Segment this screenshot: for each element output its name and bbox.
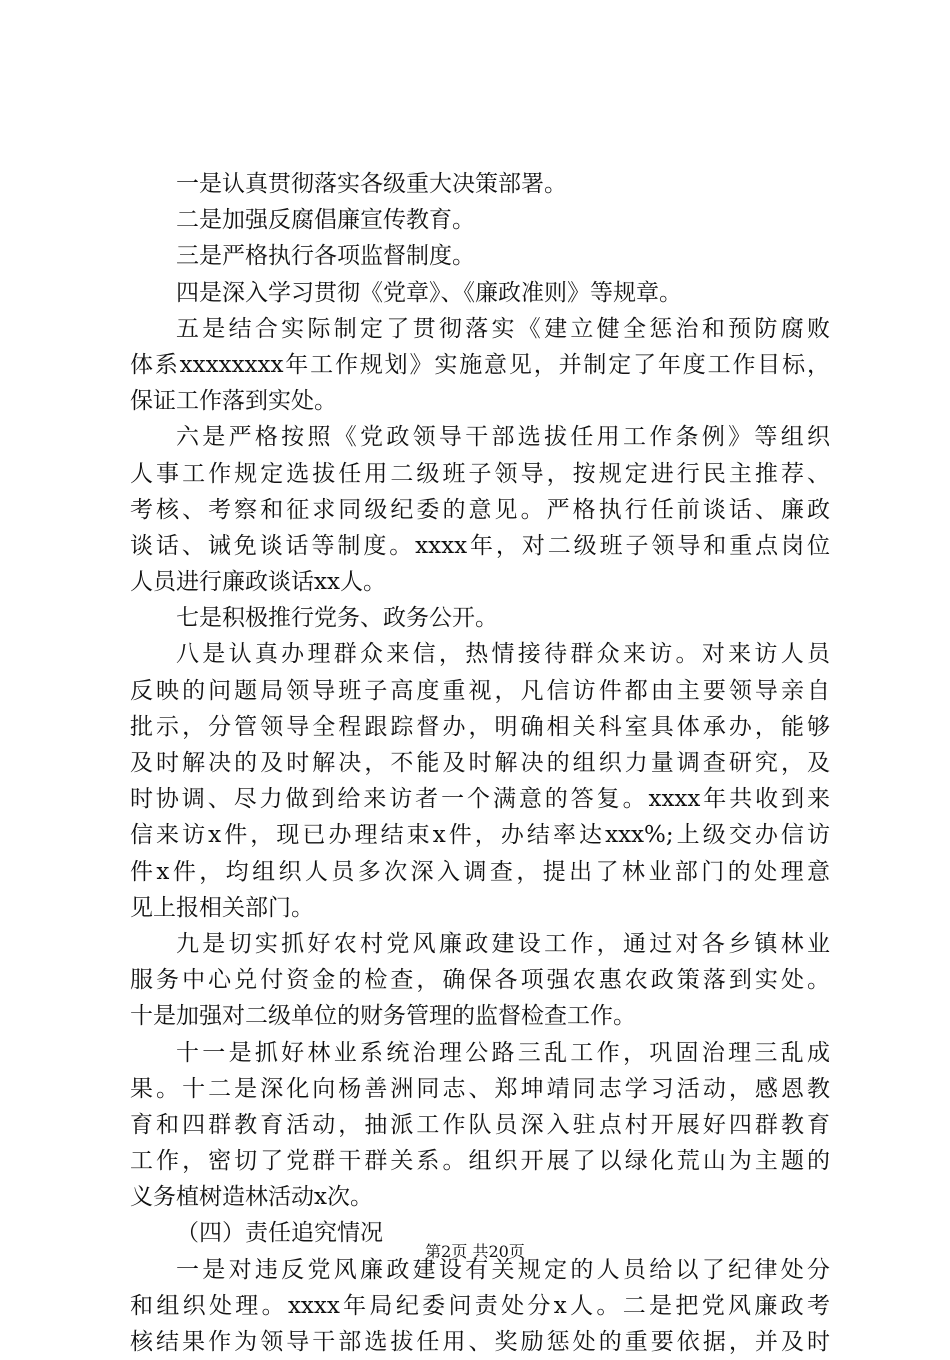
text-line: 人事工作规定选拔任用二级班子领导，按规定进行民主推荐、 — [130, 460, 830, 487]
text-line: 反映的问题局领导班子高度重视，凡信访件都由主要领导亲自 — [130, 677, 830, 704]
text-line: 信来访x件，现已办理结束x件，办结率达xxx%;上级交办信访 — [130, 822, 830, 849]
text-line: 七是积极推行党务、政务公开。 — [176, 605, 498, 632]
text-line: 谈话、诫免谈话等制度。xxxx年，对二级班子领导和重点岗位 — [130, 532, 830, 559]
text-line: （四）责任追究情况 — [176, 1220, 383, 1247]
text-line: 见上报相关部门。 — [130, 894, 314, 921]
text-line: 人员进行廉政谈话xx人。 — [130, 569, 386, 596]
text-line: 五是结合实际制定了贯彻落实《建立健全惩治和预防腐败 — [176, 315, 830, 342]
text-line: 义务植树造林活动x次。 — [130, 1184, 373, 1211]
document-body — [130, 166, 830, 1360]
text-line: 体系xxxxxxxx年工作规划》实施意见，并制定了年度工作目标， — [130, 351, 830, 378]
text-line: 一是对违反党风廉政建设有关规定的人员给以了纪律处分 — [176, 1256, 830, 1283]
text-line: 一是认真贯彻落实各级重大决策部署。 — [176, 171, 567, 197]
text-line: 考核、考察和征求同级纪委的意见。严格执行任前谈话、廉政 — [130, 496, 830, 523]
text-line: 育和四群教育活动，抽派工作队员深入驻点村开展好四群教育 — [130, 1111, 830, 1138]
text-line: 果。十二是深化向杨善洲同志、郑坤靖同志学习活动，感恩教 — [130, 1075, 830, 1102]
text-line: 件x件，均组织人员多次深入调查，提出了林业部门的处理意 — [130, 858, 830, 885]
text-line: 批示，分管领导全程跟踪督办，明确相关科室具体承办，能够 — [130, 713, 830, 740]
text-line: 保证工作落到实处。 — [130, 388, 337, 415]
text-line: 六是严格按照《党政领导干部选拔任用工作条例》等组织 — [176, 424, 830, 451]
text-line: 八是认真办理群众来信，热情接待群众来访。对来访人员 — [176, 641, 830, 668]
text-line: 二是加强反腐倡廉宣传教育。 — [176, 207, 475, 234]
text-line: 十是加强对二级单位的财务管理的监督检查工作。 — [130, 1003, 636, 1030]
text-line: 及时解决的及时解决，不能及时解决的组织力量调查研究，及 — [130, 750, 830, 776]
text-line: 时协调、尽力做到给来访者一个满意的答复。xxxx年共收到来 — [130, 786, 830, 813]
page-footer: 第2页 共20页 — [425, 1242, 525, 1261]
text-line: 服务中心兑付资金的检查，确保各项强农惠农政策落到实处。 — [130, 967, 830, 994]
text-line: 工作，密切了党群干群关系。组织开展了以绿化荒山为主题的 — [130, 1148, 830, 1175]
text-line: 核结果作为领导干部选拔任用、奖励惩处的重要依据，并及时 — [130, 1329, 830, 1355]
text-line: 九是切实抓好农村党风廉政建设工作，通过对各乡镇林业 — [176, 930, 830, 957]
text-line: 四是深入学习贯彻《党章》、《廉政准则》等规章。 — [176, 279, 682, 306]
text-line: 和组织处理。xxxx年局纪委问责处分x人。二是把党风廉政考 — [130, 1292, 830, 1319]
text-line: 十一是抓好林业系统治理公路三乱工作，巩固治理三乱成 — [176, 1039, 830, 1066]
text-line: 三是严格执行各项监督制度。 — [176, 243, 475, 270]
